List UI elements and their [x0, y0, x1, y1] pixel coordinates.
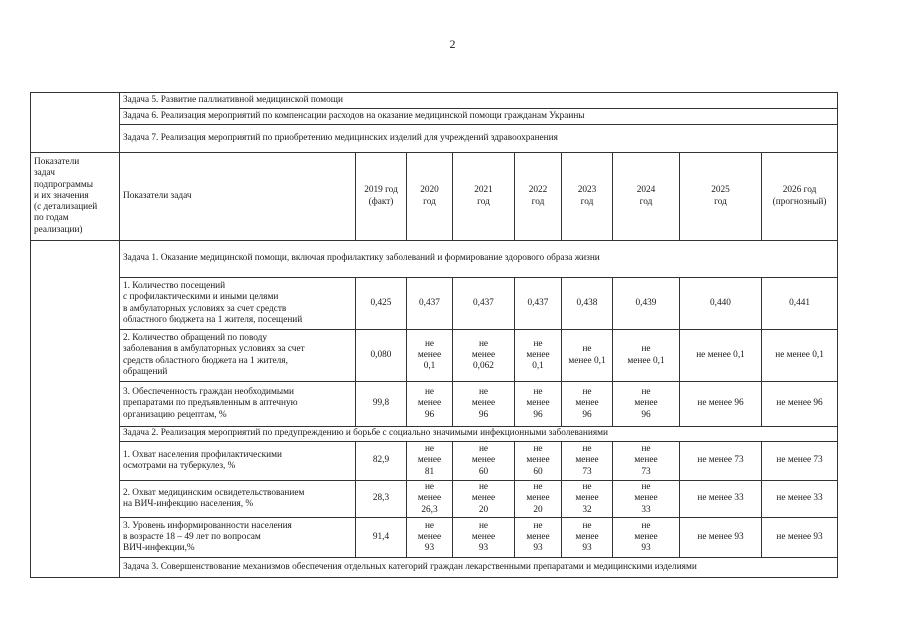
indicator-name	[120, 518, 356, 558]
text-line: в амбулаторных условиях за счет средств	[123, 303, 287, 314]
text-line: менее	[471, 398, 496, 409]
indicator-value	[453, 481, 515, 518]
blank-side-cell	[31, 93, 120, 153]
text-line: не менее 93	[697, 531, 744, 542]
text-line: 26,3	[421, 504, 438, 515]
text-line: Показатели	[34, 156, 80, 167]
column-header-year	[407, 153, 453, 241]
indicator-value	[562, 330, 613, 382]
text-line: не менее 96	[697, 398, 744, 409]
indicator-value	[356, 278, 407, 330]
text-line: 0,062	[473, 361, 494, 372]
task-row	[31, 558, 838, 578]
text-line: менее	[526, 398, 550, 409]
text-line: менее	[634, 398, 658, 409]
text-line: 93	[424, 543, 435, 554]
task-row	[31, 427, 838, 442]
indicator-row	[31, 278, 838, 330]
text-line: препаратами по предъявленным в аптечную	[123, 398, 298, 409]
column-header-year	[356, 153, 407, 241]
task-row	[31, 109, 838, 125]
text-line: 2022	[528, 185, 548, 196]
text-line: не	[641, 344, 651, 355]
column-header-name: Показатели задач	[120, 153, 356, 241]
text-line: в возрасте 18 – 49 лет по вопросам	[123, 531, 261, 542]
indicator-value	[515, 278, 562, 330]
text-line: осмотрами на туберкулез, %	[123, 461, 236, 471]
text-line: не	[533, 444, 543, 455]
column-header-year	[453, 153, 515, 241]
indicator-value	[613, 278, 680, 330]
text-line: не	[478, 482, 489, 493]
text-line: не менее 73	[776, 455, 823, 466]
text-line: менее	[417, 398, 442, 409]
indicator-value	[515, 481, 562, 518]
page-number: 2	[449, 37, 456, 51]
indicator-value	[407, 481, 453, 518]
text-line: организацию рецептам, %	[123, 409, 227, 420]
text-line: 73	[582, 466, 592, 477]
task-row	[31, 93, 838, 109]
text-line: не менее 96	[776, 398, 823, 409]
text-line: 2024	[636, 185, 656, 196]
indicator-value	[515, 330, 562, 382]
text-line: менее	[471, 531, 496, 542]
text-line: не	[424, 444, 435, 455]
indicator-value	[453, 518, 515, 558]
indicator-row	[31, 382, 838, 427]
text-line: год	[639, 196, 653, 207]
text-line: не	[533, 387, 543, 398]
indicator-row	[31, 442, 838, 481]
text-line: не	[478, 338, 489, 349]
text-line: (факт)	[368, 196, 394, 207]
text-line: не менее 0,1	[775, 349, 824, 360]
text-line: не	[641, 520, 651, 531]
task-title: Задача 6. Реализация мероприятий по компенсации расходов на оказание медицинской помощи гражданам Украины	[120, 109, 838, 125]
text-line: год	[580, 196, 594, 207]
text-line: средств областного бюджета на 1 жителя,	[123, 355, 288, 366]
text-line: не	[533, 338, 543, 349]
text-line: не	[582, 482, 592, 493]
text-line: 2. Охват медицинским освидетельствованием	[123, 487, 305, 498]
indicator-value	[407, 518, 453, 558]
text-line: не	[424, 482, 435, 493]
column-header-year	[613, 153, 680, 241]
indicators-label	[31, 153, 120, 241]
text-line: не	[533, 482, 543, 493]
text-line: 73	[641, 466, 651, 477]
indicator-row	[31, 330, 838, 382]
text-line: 93	[641, 543, 651, 554]
text-line: с профилактическими и иными целями	[123, 292, 279, 303]
indicator-row	[31, 481, 838, 518]
text-line: областного бюджета на 1 жителя, посещений	[123, 314, 303, 325]
text-line: 0,440	[710, 297, 731, 308]
indicator-value	[562, 518, 613, 558]
text-line: 0,441	[789, 297, 811, 308]
text-line: год	[714, 196, 727, 207]
column-header-year	[515, 153, 562, 241]
indicator-value	[762, 330, 838, 382]
text-line: менее	[634, 493, 658, 504]
task-row	[31, 241, 838, 278]
text-line: менее	[471, 349, 496, 360]
text-line: не	[582, 520, 592, 531]
text-line: 0,439	[635, 297, 657, 308]
text-line: 2026 год	[782, 185, 817, 196]
task-title: Задача 2. Реализация мероприятий по предупреждению и борьбе с социально значимыми инфекционными заболеваниями	[120, 427, 838, 442]
column-header-year	[562, 153, 613, 241]
text-line: по годам	[34, 213, 69, 224]
text-line: 96	[424, 409, 435, 420]
indicator-value	[453, 382, 515, 427]
text-line: не	[641, 444, 651, 455]
task-title: Задача 5. Развитие паллиативной медицинской помощи	[120, 93, 838, 109]
text-line: 1. Количество посещений	[123, 280, 226, 291]
indicator-value	[762, 518, 838, 558]
indicator-value	[562, 442, 613, 481]
text-line: менее	[417, 455, 442, 466]
header-row	[31, 153, 838, 241]
text-line: 0,425	[370, 297, 392, 308]
indicator-value	[680, 481, 762, 518]
text-line: менее	[575, 398, 599, 409]
indicator-value	[562, 382, 613, 427]
text-line: 93	[582, 543, 592, 554]
indicator-value	[453, 442, 515, 481]
indicator-value	[562, 481, 613, 518]
text-line: менее	[575, 531, 599, 542]
text-line: 20	[533, 504, 543, 515]
indicator-value	[407, 278, 453, 330]
indicator-value	[453, 330, 515, 382]
text-line: 81	[424, 466, 435, 477]
text-line: 0,437	[419, 297, 440, 308]
indicator-value	[680, 330, 762, 382]
text-line: не	[641, 387, 651, 398]
text-line: 2021	[474, 185, 493, 196]
text-line: менее	[417, 531, 442, 542]
text-line: менее	[634, 531, 658, 542]
text-line: 99,8	[372, 398, 390, 409]
indicator-name	[120, 278, 356, 330]
text-line: 33	[641, 504, 651, 515]
text-line: 96	[533, 409, 543, 420]
text-line: 91,4	[372, 531, 390, 542]
indicator-value	[356, 330, 407, 382]
text-line: 93	[533, 543, 543, 554]
indicator-value	[680, 278, 762, 330]
text-line: 0,438	[576, 297, 598, 308]
text-line: менее	[575, 455, 599, 466]
text-line: обращений	[123, 366, 168, 377]
text-line: 96	[478, 409, 489, 420]
text-line: 0,080	[370, 349, 392, 360]
text-line: задач	[34, 168, 55, 179]
text-line: 3. Уровень информированности населения	[123, 520, 292, 531]
text-line: 2. Количество обращений по поводу	[123, 332, 268, 343]
text-line: не	[478, 444, 489, 455]
text-line: 2020	[420, 185, 439, 196]
indicator-value	[453, 278, 515, 330]
text-line: не менее 73	[697, 455, 744, 466]
task-row	[31, 125, 838, 153]
text-line: не	[478, 387, 489, 398]
indicator-value	[762, 382, 838, 427]
indicator-value	[680, 382, 762, 427]
indicator-value	[680, 442, 762, 481]
indicator-value	[562, 278, 613, 330]
text-line: менее	[417, 493, 442, 504]
text-line: 3. Обеспеченность граждан необходимыми	[123, 387, 295, 398]
text-line: не менее 93	[776, 531, 823, 542]
indicators-table	[30, 92, 838, 578]
indicator-value	[515, 382, 562, 427]
text-line: на ВИЧ-инфекцию населения, %	[123, 499, 254, 509]
text-line: не	[533, 520, 543, 531]
text-line: менее	[526, 493, 550, 504]
indicator-value	[762, 481, 838, 518]
text-line: менее	[575, 493, 599, 504]
indicator-row	[31, 518, 838, 558]
indicator-value	[515, 442, 562, 481]
text-line: 32	[582, 504, 592, 515]
text-line: не менее 0,1	[696, 349, 745, 360]
text-line: не	[582, 387, 592, 398]
text-line: 0,1	[423, 361, 436, 372]
text-line: не менее 33	[776, 493, 823, 504]
indicator-value	[613, 382, 680, 427]
task-title: Задача 3. Совершенствование механизмов обеспечения отдельных категорий граждан лекарственными препаратами и медицинскими изделиями	[120, 558, 838, 578]
indicator-value	[762, 442, 838, 481]
indicator-value	[356, 481, 407, 518]
indicator-value	[613, 481, 680, 518]
text-line: 20	[478, 504, 489, 515]
indicator-value	[356, 382, 407, 427]
text-line: 0,437	[527, 297, 549, 308]
text-line: не	[641, 482, 651, 493]
indicator-value	[356, 442, 407, 481]
text-line: 60	[478, 466, 489, 477]
text-line: 2023	[577, 185, 597, 196]
text-line: реализации)	[34, 224, 83, 235]
text-line: год	[423, 196, 436, 207]
text-line: 2025	[711, 185, 730, 196]
text-line: 96	[641, 409, 651, 420]
indicator-value	[407, 382, 453, 427]
text-line: 2019 год	[364, 185, 398, 196]
text-line: не	[582, 444, 592, 455]
text-line: не менее 33	[697, 493, 744, 504]
text-line: не	[478, 520, 489, 531]
text-line: 60	[533, 466, 543, 477]
indicator-value	[356, 518, 407, 558]
text-line: не	[582, 344, 592, 355]
text-line: 96	[582, 409, 592, 420]
blank-side-cell	[31, 241, 120, 578]
text-line: не	[424, 338, 435, 349]
text-line: не	[424, 387, 435, 398]
indicator-name	[120, 330, 356, 382]
text-line: 0,437	[473, 297, 494, 308]
indicator-name	[120, 382, 356, 427]
indicator-value	[515, 518, 562, 558]
indicator-value	[613, 518, 680, 558]
text-line: (с детализацией	[34, 202, 98, 213]
indicator-name	[120, 442, 356, 481]
text-line: 28,3	[372, 493, 390, 504]
text-line: менее	[471, 455, 496, 466]
column-header-year	[680, 153, 762, 241]
text-line: и их значения	[34, 190, 89, 201]
indicator-value	[613, 330, 680, 382]
text-line: заболевания в амбулаторных условиях за счет	[123, 344, 305, 355]
text-line: год	[477, 196, 490, 207]
text-line: менее	[526, 349, 550, 360]
text-line: менее	[634, 455, 658, 466]
task-title: Задача 1. Оказание медицинской помощи, включая профилактику заболеваний и формирование здорового образа жизни	[120, 241, 838, 278]
text-line: 0,1	[532, 361, 544, 372]
indicator-value	[613, 442, 680, 481]
text-line: менее	[526, 455, 550, 466]
text-line: ВИЧ-инфекции,%	[123, 543, 195, 554]
text-line: год	[531, 196, 545, 207]
text-line: 93	[478, 543, 489, 554]
text-line: 82,9	[372, 455, 390, 466]
text-line: подпрограммы	[34, 179, 93, 190]
text-line: менее	[417, 349, 442, 360]
text-line: менее 0,1	[568, 355, 606, 366]
indicator-value	[407, 442, 453, 481]
indicator-name	[120, 481, 356, 518]
text-line: менее	[526, 531, 550, 542]
column-header-year	[762, 153, 838, 241]
indicator-value	[680, 518, 762, 558]
text-line: 1. Охват населения профилактическими	[123, 449, 282, 460]
task-title: Задача 7. Реализация мероприятий по приобретению медицинских изделий для учреждений здравоохранения	[120, 125, 838, 153]
indicator-value	[762, 278, 838, 330]
text-line: менее	[471, 493, 496, 504]
indicator-value	[407, 330, 453, 382]
text-line: (прогнозный)	[772, 196, 827, 207]
text-line: менее 0,1	[627, 355, 665, 366]
text-line: не	[424, 520, 435, 531]
